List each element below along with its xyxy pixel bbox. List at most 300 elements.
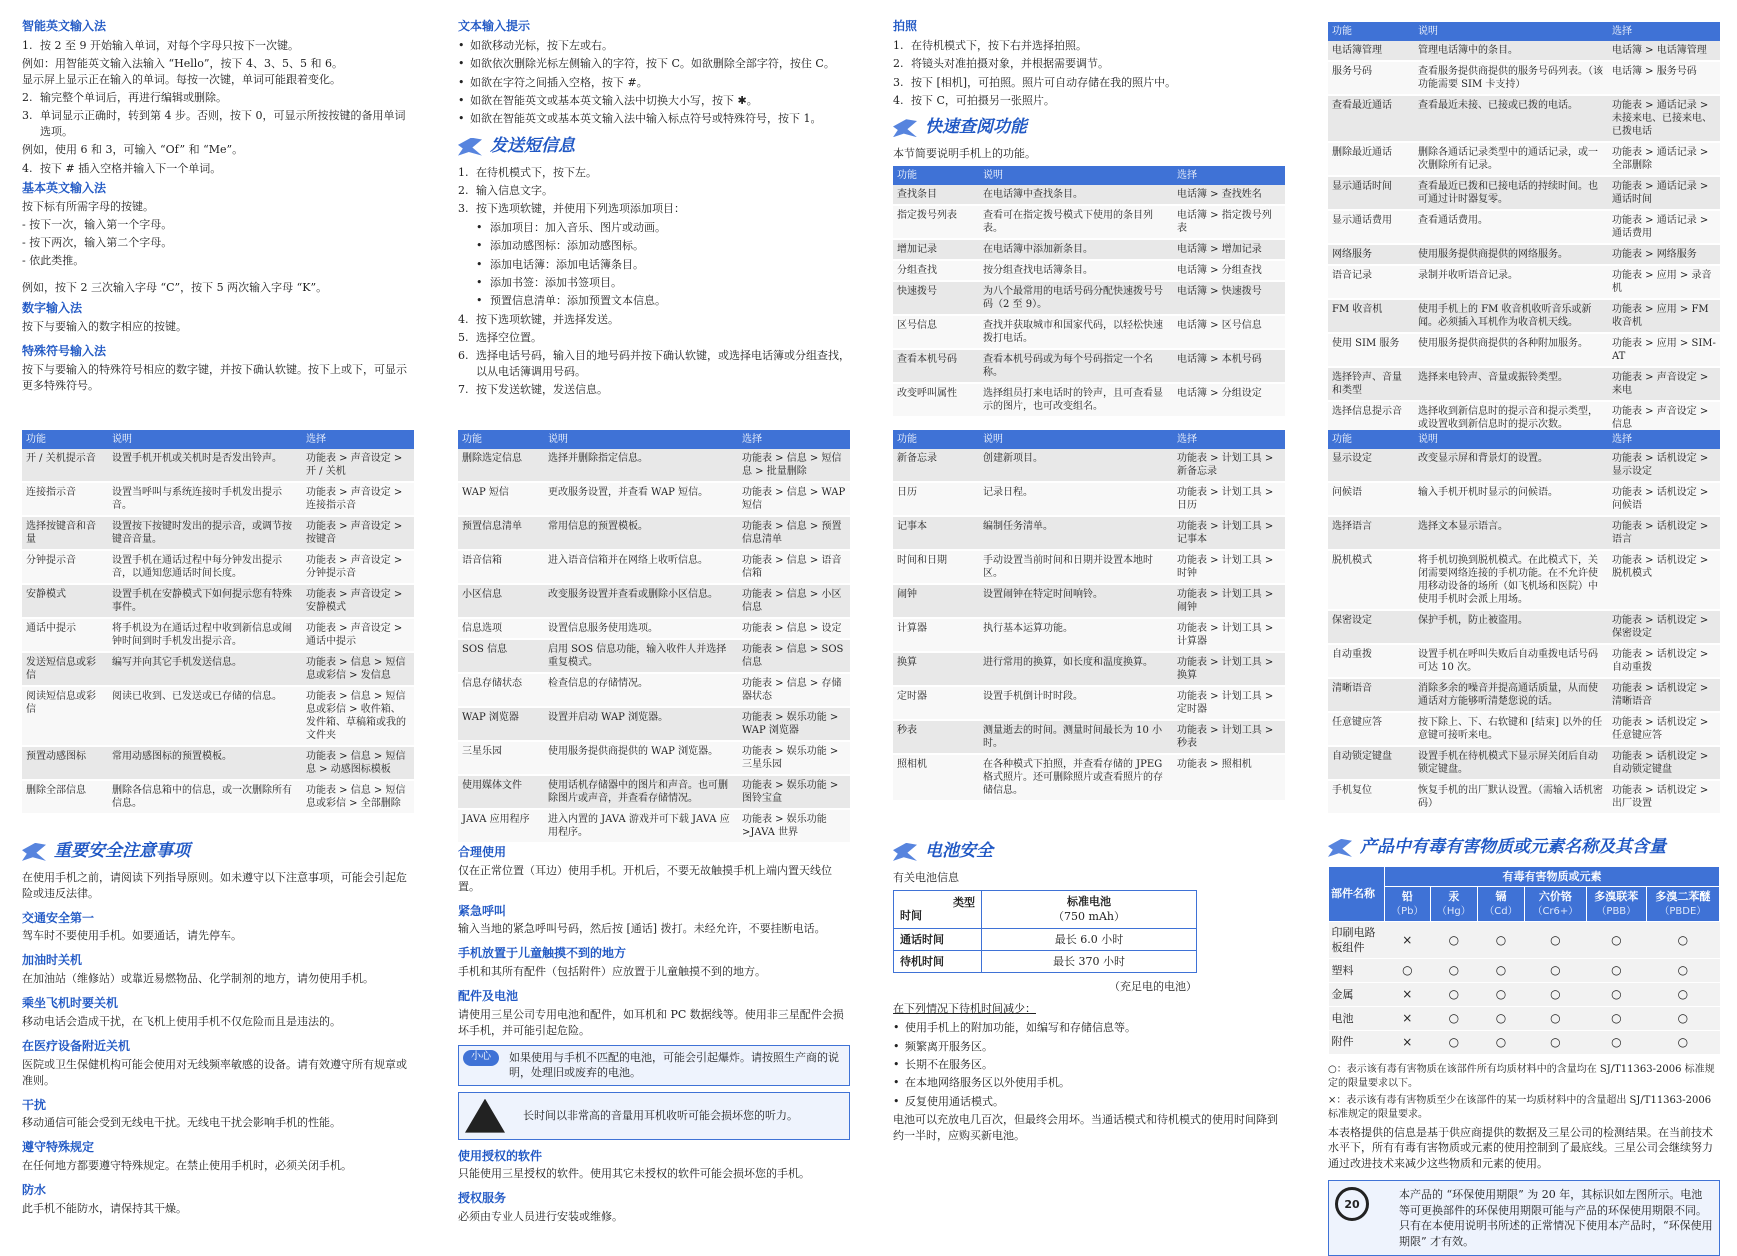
feature-desc: 测量逝去的时间。测量时间最长为 10 小时。 <box>979 720 1173 754</box>
feature-name: 查找条目 <box>893 185 979 205</box>
table-row <box>1329 959 1720 983</box>
substance-header: 汞 （Hg） <box>1430 887 1477 921</box>
number-input-heading: 数字输入法 <box>22 301 83 316</box>
interference-heading: 干扰 <box>22 1097 47 1112</box>
feature-desc: 设置手机开机或关机时是否发出铃声。 <box>108 449 302 482</box>
feature-path: 功能表 > 计划工具 > 计算器 <box>1173 618 1285 652</box>
feature-name: FM 收音机 <box>1328 299 1414 333</box>
number-input-text: 按下与要输入的数字相应的按键。 <box>22 320 187 334</box>
feature-desc: 使用服务提供商提供的 WAP 浏览器。 <box>544 741 738 775</box>
table-row <box>458 550 850 584</box>
children-text: 手机和其所有配件（包括附件）应放置于儿童触摸不到的地方。 <box>458 965 766 979</box>
arrow-logo-icon <box>893 843 917 861</box>
table-row <box>1328 210 1720 244</box>
feature-path: 功能表 > 信息 > 语音信箱 <box>738 550 850 584</box>
feature-name: 计算器 <box>893 618 979 652</box>
table-row <box>22 550 414 584</box>
feature-path: 功能表 > 通话记录 > 通话时间 <box>1608 176 1720 210</box>
feature-path: 功能表 > 话机设定 > 语言 <box>1608 516 1720 550</box>
substance-mark: ○ <box>1524 959 1586 983</box>
feature-name: 换算 <box>893 652 979 686</box>
list-item: 2. 输完整个单词后，再进行编辑或删除。 <box>22 90 227 104</box>
substance-mark: ○ <box>1524 921 1586 959</box>
feature-name: 增加记录 <box>893 239 979 260</box>
table-row <box>1329 1006 1720 1030</box>
feature-desc: 执行基本运算功能。 <box>979 618 1173 652</box>
feature-name: 查看最近通话 <box>1328 95 1414 142</box>
feature-name: 语音信箱 <box>458 550 544 584</box>
table-row <box>22 618 414 652</box>
substance-mark: ○ <box>1385 959 1431 983</box>
reduce-list <box>893 1020 1285 1109</box>
water-heading: 防水 <box>22 1183 47 1198</box>
feature-name: 分组查找 <box>893 260 979 281</box>
table-row <box>458 618 850 639</box>
feature-path: 功能表 > 信息 > 短信息 > 动感图标模板 <box>302 746 414 780</box>
feature-name: 发送短信息或彩信 <box>22 652 108 686</box>
list-item: 4. 按下选项软键，并选择发送。 <box>458 312 619 326</box>
battery-heading: 电池安全 <box>893 840 1285 864</box>
quick-ref-text: 本节简要说明手机上的功能。 <box>893 147 1036 161</box>
caution-note <box>458 1045 850 1086</box>
list-item: • 如欲在智能英文或基本英文输入法中切换大小写，按下 ✱。 <box>458 93 758 107</box>
feature-path: 功能表 > 信息 > 短信息或彩信 > 全部删除 <box>302 780 414 814</box>
feature-name: 时间和日期 <box>893 550 979 584</box>
feature-desc: 设置手机倒计时时段。 <box>979 686 1173 720</box>
list-item: • 添加书签：添加书签项目。 <box>476 275 622 289</box>
caution-text: 如果使用与手机不匹配的电池，可能会引起爆炸。请按照生产商的说明，处理旧或废弃的电池。 <box>509 1050 839 1080</box>
substance-mark: × <box>1385 1006 1431 1030</box>
feature-desc: 检查信息的存储情况。 <box>544 673 738 707</box>
feature-table-1: 功能 说明 选择 查找条目 在电话簿中查找条目。 电话簿 > 查找姓名 指定拨号列表 查看可在指定拨号模式下使用的条目列表。 电话簿 > 指定拨号列表 增加记录 在电话簿中添加新条目。 电话簿 > 增加记录 分组查找 按分组查找电话簿条目。 电话簿 > 分组查找 快速拨号 为八个最常用的电话号码分配快速拨号号码（2 至 9）。 电话簿 > 快速拨号 区号信息 查找并获取城市和国家代码，以轻松快速拨打电话。 电话簿 > 区号信息 查看本机号码 查看本机号码或为每个号码指定一个名称。 电话簿 > 本机号码 改变呼叫属性 选择组员打来电话时的铃声，且可查看显示的图片，也可改变组名。 电话簿 > 分组设定 <box>893 166 1285 418</box>
safety-intro: 在使用手机之前，请阅读下列指导原则。如未遵守以下注意事项，可能会引起危险或违反法律。 <box>22 870 407 900</box>
table-row <box>458 639 850 673</box>
feature-name: 显示通话费用 <box>1328 210 1414 244</box>
table-row <box>1328 746 1720 780</box>
list-item: • 在本地网络服务区以外使用手机。 <box>893 1076 1070 1090</box>
table-row <box>1328 142 1720 176</box>
feature-name: 信息选项 <box>458 618 544 639</box>
feature-name: 安静模式 <box>22 584 108 618</box>
feature-name: 选择铃声、音量和类型 <box>1328 367 1414 401</box>
accessories-heading: 配件及电池 <box>458 989 519 1004</box>
table-row <box>1328 299 1720 333</box>
feature-desc: 使用服务提供商提供的网络服务。 <box>1414 244 1608 265</box>
feature-path: 功能表 > 应用 > 录音机 <box>1608 265 1720 299</box>
feature-desc: 进行常用的换算，如长度和温度换算。 <box>979 652 1173 686</box>
feature-name: 闹钟 <box>893 584 979 618</box>
hazard-section <box>1328 828 1720 1256</box>
list-item: • 如欲在字符之间插入空格，按下 #。 <box>458 75 648 89</box>
arrow-logo-icon <box>458 138 482 156</box>
feature-path: 功能表 > 信息 > 小区信息 <box>738 584 850 618</box>
table-row <box>893 449 1285 482</box>
feature-name: 信息存储状态 <box>458 673 544 707</box>
feature-desc: 设置手机在通话过程中每分钟发出提示音，以通知您通话时间长度。 <box>108 550 302 584</box>
table-row <box>458 741 850 775</box>
list-item: • 添加项目：加入音乐、图片或动画。 <box>476 220 666 234</box>
feature-desc: 按下除上、下、右软键和 [结束] 以外的任意键可接听来电。 <box>1414 712 1608 746</box>
table-row <box>893 754 1285 801</box>
feature-path: 功能表 > 声音设定 > 来电 <box>1608 367 1720 401</box>
feature-path: 功能表 > 通话记录 > 全部删除 <box>1608 142 1720 176</box>
list-item: • 长期不在服务区。 <box>893 1057 993 1071</box>
feature-desc: 进入内置的 JAVA 游戏并可下载 JAVA 应用程序。 <box>544 809 738 843</box>
fuel-text: 在加油站（维修站）或靠近易燃物品、化学制剂的地方，请勿使用手机。 <box>22 972 374 986</box>
list-item: 1. 在待机模式下，按下左。 <box>458 165 597 179</box>
water-text: 此手机不能防水，请保持其干燥。 <box>22 1201 187 1215</box>
feature-name: 显示通话时间 <box>1328 176 1414 210</box>
feature-name: 分钟提示音 <box>22 550 108 584</box>
feature-desc: 将手机设为在通话过程中收到新信息或闹钟时间到时手机发出提示音。 <box>108 618 302 652</box>
feature-desc: 使用手机上的 FM 收音机收听音乐或新闻。必须插入耳机作为收音机天线。 <box>1414 299 1608 333</box>
table-row <box>1328 244 1720 265</box>
feature-name: 删除选定信息 <box>458 449 544 482</box>
substance-mark: ○ <box>1430 1006 1477 1030</box>
table-row <box>1329 921 1720 959</box>
table-row <box>893 550 1285 584</box>
battery-life-text: 电池可以充放电几百次，但最终会用坏。当通话模式和待机模式的使用时间降到约一半时，应购买新电池。 <box>893 1113 1278 1143</box>
feature-desc: 查看服务提供商提供的服务号码列表。（该功能需要 SIM 卡支持） <box>1414 61 1608 95</box>
emergency-text: 输入当地的紧急呼叫号码，然后按 [通话] 拨打。未经允许，不要挂断电话。 <box>458 922 826 936</box>
feature-path: 功能表 > 话机设定 > 显示设定 <box>1608 449 1720 482</box>
substance-mark: ○ <box>1524 1030 1586 1054</box>
table-row <box>1328 367 1720 401</box>
feature-desc: 保护手机，防止被盗用。 <box>1414 610 1608 644</box>
feature-name: WAP 短信 <box>458 482 544 516</box>
feature-path: 电话簿 > 增加记录 <box>1173 239 1285 260</box>
table-row <box>1328 449 1720 482</box>
substance-mark: ○ <box>1524 1006 1586 1030</box>
feature-name: 删除全部信息 <box>22 780 108 814</box>
table-row <box>1328 780 1720 814</box>
hazard-text: 本表格提供的信息是基于供应商提供的数据及三星公司的检测结果。在当前技术水平下，所有有毒有害物质或元素的使用控制到了最底线。三星公司会继续努力通过改进技术来减少这些物质和元素的使用。 <box>1328 1125 1713 1171</box>
feature-path: 功能表 > 信息 > SOS 信息 <box>738 639 850 673</box>
feature-path: 功能表 > 声音设定 > 分钟提示音 <box>302 550 414 584</box>
hazard-note-1: ○：表示该有毒有害物质在该部件所有均质材料中的含量均在 SJ/T11363-2006 标准规定的限量要求以下。 <box>1328 1063 1715 1090</box>
service-text: 必须由专业人员进行安装或维修。 <box>458 1210 623 1224</box>
proper-use-heading: 合理使用 <box>458 845 507 859</box>
safety-heading: 重要安全注意事项 <box>22 840 414 864</box>
hearing-warning-text: 长时间以非常高的音量用耳机收听可能会损坏您的听力。 <box>523 1108 798 1122</box>
feature-path: 功能表 > 声音设定 > 安静模式 <box>302 584 414 618</box>
feature-path: 功能表 > 计划工具 > 定时器 <box>1173 686 1285 720</box>
feature-path: 功能表 > 娱乐功能 >JAVA 世界 <box>738 809 850 843</box>
table-row <box>22 780 414 814</box>
feature-path: 功能表 > 话机设定 > 脱机模式 <box>1608 550 1720 610</box>
table-row <box>1329 983 1720 1007</box>
sms-options-list <box>458 220 850 309</box>
special-rules-text: 在任何地方都要遵守特殊规定。在禁止使用手机时，必须关闭手机。 <box>22 1159 352 1173</box>
substance-mark: ○ <box>1646 983 1719 1007</box>
feature-desc: 选择并删除指定信息。 <box>544 449 738 482</box>
col1-top <box>22 14 414 396</box>
smart-input-heading: 智能英文输入法 <box>22 19 107 33</box>
feature-desc: 启用 SOS 信息功能，输入收件人并选择重复模式。 <box>544 639 738 673</box>
substance-header: 六价铬 （Cr6+） <box>1524 887 1586 921</box>
feature-name: 选择按键音和音量 <box>22 516 108 550</box>
substance-mark: ○ <box>1478 1030 1525 1054</box>
feature-table-2: 功能 说明 选择 电话簿管理 管理电话簿中的条目。 电话簿 > 电话簿管理 服务号码 查看服务提供商提供的服务号码列表。（该功能需要 SIM 卡支持） 电话簿 > 服务号码 查看最近通话 查看最近未接、已接或已拨的电话。 功能表 > 通话记录 > 未接来电、已接来电、已拨电话 删除最近通话 删除各通话记录类型中的通话记录，或一次删除所有记录。 功能表 > 通话记录 > 全部删除 显示通话时间 查看最近已拨和已接电话的持续时间。也可通过计时器复零。 功能表 > 通话记录 > 通话时间 显示通话费用 查看通话费用。 功能表 > 通话记录 > 通话费用 网络服务 使用服务提供商提供的网络服务。 功能表 > 网络服务 语音记录 录制并收听语音记录。 功能表 > 应用 > 录音机 FM 收音机 使用手机上的 FM 收音机收听音乐或新闻。必须插入耳机作为收音机天线。 功能表 > 应用 > FM 收音机 使用 SIM 服务 使用服务提供商提供的各种附加服务。 功能表 > 应用 > SIM-AT 选择铃声、音量和类型 选择来电铃声、音量或振铃类型。 功能表 > 声音设定 > 来电 选择信息提示音 选择收到新信息时的提示音和提示类型，或设置收到新信息时的提示次数。 功能表 > 声音设定 > 信息 <box>1328 22 1720 436</box>
feature-path: 电话簿 > 服务号码 <box>1608 61 1720 95</box>
feature-name: 自动重拨 <box>1328 644 1414 678</box>
part-name: 印刷电路板组件 <box>1329 921 1385 959</box>
feature-desc: 在各种模式下拍照，并查看存储的 JPEG 格式照片。还可删除照片或查看照片的存储信息。 <box>979 754 1173 801</box>
col2-mid <box>458 430 850 844</box>
substance-mark: ○ <box>1478 1006 1525 1030</box>
warning-icon <box>465 1099 505 1133</box>
basic-line: - 按下两次，输入第二个字母。 <box>22 235 173 249</box>
list-item: • 频繁离开服务区。 <box>893 1039 993 1053</box>
substance-mark: ○ <box>1430 1030 1477 1054</box>
feature-name: 秒表 <box>893 720 979 754</box>
list-item: • 添加电话簿：添加电话簿条目。 <box>476 257 644 271</box>
text-tips-heading: 文本输入提示 <box>458 19 531 33</box>
substance-mark: ○ <box>1586 921 1646 959</box>
substance-mark: ○ <box>1646 1006 1719 1030</box>
feature-desc: 选择收到新信息时的提示音和提示类型，或设置收到新信息时的提示次数。 <box>1414 401 1608 435</box>
col4-mid <box>1328 430 1720 815</box>
accessories-text: 请使用三星公司专用电池和配件，如耳机和 PC 数据线等。使用非三星配件会损坏手机，并可能引起危险。 <box>458 1007 844 1037</box>
eco-period-box <box>1328 1180 1720 1256</box>
special-rules-heading: 遵守特殊规定 <box>22 1140 95 1155</box>
symbol-input-text: 按下与要输入的特殊符号相应的数字键，并按下确认软键。按下上或下，可显示更多特殊符号。 <box>22 362 407 392</box>
feature-name: 通话中提示 <box>22 618 108 652</box>
list-item: 5. 选择空位置。 <box>458 331 542 345</box>
list-item: 4. 按下 C，可拍摄另一张照片。 <box>893 93 1055 107</box>
list-item: 4. 按下 # 插入空格并输入下一个单词。 <box>22 161 222 175</box>
substance-mark: ○ <box>1478 959 1525 983</box>
quick-ref-heading: 快速查阅功能 <box>893 116 1285 140</box>
hazard-table: 部件名称 有毒有害物质或元素 铅 （Pb） 汞 （Hg） 镉 （Cd） 六价铬 （Cr6+） 多溴联苯 （PBB） 多溴二苯醚 （PBDE） 印刷电路板组件 × ○ ○ ○ ○ ○ 塑料 ○ ○ ○ ○ ○ ○ 金属 × ○ ○ ○ ○ ○ 电池 × ○ ○ ○ ○ ○ 附件 × ○ ○ ○ ○ ○ <box>1328 866 1720 1055</box>
smart-example: 例如：用智能英文输入法输入 “Hello”，按下 4、3、5、5 和 6。 <box>22 57 343 71</box>
feature-desc: 手动设置当前时间和日期并设置本地时区。 <box>979 550 1173 584</box>
list-item: 2. 输入信息文字。 <box>458 183 553 197</box>
feature-path: 功能表 > 计划工具 > 时钟 <box>1173 550 1285 584</box>
feature-desc: 使用服务提供商提供的各种附加服务。 <box>1414 333 1608 367</box>
list-item: 6. 选择电话号码，输入目的地号码并按下确认软键，或选择电话簿或分组查找，以从电话簿调用号码。 <box>458 349 850 378</box>
basic-input-heading: 基本英文输入法 <box>22 180 107 195</box>
table-row <box>893 281 1285 315</box>
feature-name: 自动锁定键盘 <box>1328 746 1414 780</box>
smart-example-2: 例如，使用 6 和 3，可输入 “Of” 和 “Me”。 <box>22 143 244 157</box>
medical-heading: 在医疗设备附近关机 <box>22 1038 131 1053</box>
feature-path: 功能表 > 应用 > SIM-AT <box>1608 333 1720 367</box>
substance-mark: ○ <box>1430 983 1477 1007</box>
feature-desc: 设置手机在安静模式下如何提示您有特殊事件。 <box>108 584 302 618</box>
feature-path: 功能表 > 通话记录 > 未接来电、已接来电、已拨电话 <box>1608 95 1720 142</box>
feature-name: 照相机 <box>893 754 979 801</box>
medical-text: 医院或卫生保健机构可能会使用对无线频率敏感的设备。请有效遵守所有规章或准则。 <box>22 1057 407 1087</box>
table-row <box>458 584 850 618</box>
feature-path: 功能表 > 话机设定 > 保密设定 <box>1608 610 1720 644</box>
col1-mid <box>22 430 414 815</box>
list-item: • 如欲依次删除光标左侧输入的字符，按下 C。如欲删除全部字符，按住 C。 <box>458 57 835 71</box>
feature-desc: 进入语音信箱并在网络上收听信息。 <box>544 550 738 584</box>
feature-name: 小区信息 <box>458 584 544 618</box>
emergency-heading: 紧急呼叫 <box>458 903 507 918</box>
list-item: 2. 将镜头对准拍摄对象，并根据需要调节。 <box>893 57 1109 71</box>
substance-mark: ○ <box>1646 959 1719 983</box>
feature-path: 电话簿 > 指定拨号列表 <box>1173 205 1285 239</box>
table-row <box>458 482 850 516</box>
fuel-heading: 加油时关机 <box>22 953 83 968</box>
feature-name: 选择信息提示音 <box>1328 401 1414 435</box>
table-row <box>22 449 414 482</box>
col3-mid <box>893 430 1285 802</box>
feature-desc: 设置当呼叫与系统连接时手机发出提示音。 <box>108 482 302 516</box>
feature-path: 功能表 > 信息 > WAP 短信 <box>738 482 850 516</box>
software-text: 只能使用三星授权的软件。使用其它未授权的软件可能会损坏您的手机。 <box>458 1167 810 1181</box>
photo-steps <box>893 38 1285 109</box>
feature-desc: 设置信息服务使用选项。 <box>544 618 738 639</box>
feature-name: 手机复位 <box>1328 780 1414 814</box>
feature-path: 电话簿 > 分组设定 <box>1173 383 1285 417</box>
feature-desc: 编制任务清单。 <box>979 516 1173 550</box>
feature-name: 指定拨号列表 <box>893 205 979 239</box>
list-item: 1. 按 2 至 9 开始输入单词，对每个字母只按下一次键。 <box>22 38 299 52</box>
table-row <box>458 516 850 550</box>
table-row <box>458 673 850 707</box>
feature-path: 功能表 > 信息 > 短信息或彩信 > 收件箱、发件箱、草稿箱或我的文件夹 <box>302 686 414 746</box>
feature-path: 功能表 > 娱乐功能 > 三星乐园 <box>738 741 850 775</box>
part-name: 电池 <box>1329 1006 1385 1030</box>
feature-path: 功能表 > 信息 > 预置信息清单 <box>738 516 850 550</box>
feature-desc: 常用动感图标的预置模板。 <box>108 746 302 780</box>
feature-path: 功能表 > 娱乐功能 > WAP 浏览器 <box>738 707 850 741</box>
substance-mark: ○ <box>1586 959 1646 983</box>
reduce-heading: 在下列情况下待机时间减少： <box>893 1002 1036 1016</box>
traffic-text: 驾车时不要使用手机。如要通话，请先停车。 <box>22 929 242 943</box>
feature-name: 连接指示音 <box>22 482 108 516</box>
feature-desc: 查看通话费用。 <box>1414 210 1608 244</box>
feature-desc: 设置手机在呼叫失败后自动重拨电话号码可达 10 次。 <box>1414 644 1608 678</box>
battery-section <box>893 832 1285 1146</box>
table-row <box>1328 712 1720 746</box>
feature-name: 脱机模式 <box>1328 550 1414 610</box>
feature-name: 选择语言 <box>1328 516 1414 550</box>
feature-path: 功能表 > 计划工具 > 记事本 <box>1173 516 1285 550</box>
feature-name: 语音记录 <box>1328 265 1414 299</box>
list-item: • 如欲在智能英文或基本英文输入法中输入标点符号或特殊符号，按下 1。 <box>458 112 822 126</box>
table-row <box>458 809 850 843</box>
feature-desc: 查看最近未接、已接或已拨的电话。 <box>1414 95 1608 142</box>
feature-path: 功能表 > 话机设定 > 清晰语音 <box>1608 678 1720 712</box>
aircraft-text: 移动电话会造成干扰，在飞机上使用手机不仅危险而且是违法的。 <box>22 1014 341 1028</box>
list-item: 3. 单词显示正确时，转到第 4 步。否则，按下 0，可显示所按按键的备用单词选项。 <box>22 109 406 138</box>
feature-path: 功能表 > 话机设定 > 任意键应答 <box>1608 712 1720 746</box>
list-item: 3. 按下 [相机]，可拍照。照片可自动存储在我的照片中。 <box>893 75 1177 89</box>
substance-mark: × <box>1385 983 1431 1007</box>
feature-desc: 选择文本显示语言。 <box>1414 516 1608 550</box>
arrow-logo-icon <box>1328 839 1352 857</box>
list-item: • 如欲移动光标，按下左或右。 <box>458 38 613 52</box>
feature-name: 网络服务 <box>1328 244 1414 265</box>
substance-header: 镉 （Cd） <box>1478 887 1525 921</box>
feature-path: 电话簿 > 电话簿管理 <box>1608 41 1720 61</box>
col2-top <box>458 14 850 401</box>
proper-use-text: 仅在正常位置（耳边）使用手机。开机后，不要无故触摸手机上端内置天线位置。 <box>458 863 832 893</box>
feature-desc: 选择组员打来电话时的铃声，且可查看显示的图片，也可改变组名。 <box>979 383 1173 417</box>
safety-section <box>22 832 414 1219</box>
feature-path: 功能表 > 通话记录 > 通话费用 <box>1608 210 1720 244</box>
table-row <box>22 686 414 746</box>
caution-tag: 小心 <box>463 1050 499 1066</box>
basic-input-text: 按下标有所需字母的按键。 <box>22 199 154 213</box>
feature-desc: 在电话簿中查找条目。 <box>979 185 1173 205</box>
send-sms-steps <box>458 165 850 217</box>
basic-example: 例如，按下 2 三次输入字母 “C”，按下 5 两次输入字母 “K”。 <box>22 281 328 295</box>
table-row <box>893 652 1285 686</box>
symbol-input-heading: 特殊符号输入法 <box>22 344 107 359</box>
substance-header: 多溴二苯醚 （PBDE） <box>1646 887 1719 921</box>
feature-name: 阅读短信息或彩信 <box>22 686 108 746</box>
table-row <box>22 584 414 618</box>
photo-heading: 拍照 <box>893 19 918 33</box>
service-heading: 授权服务 <box>458 1191 507 1206</box>
substance-mark: ○ <box>1646 1030 1719 1054</box>
feature-path: 功能表 > 娱乐功能 > 图铃宝盒 <box>738 775 850 809</box>
substance-header: 多溴联苯 （PBB） <box>1586 887 1646 921</box>
table-row <box>893 383 1285 417</box>
feature-path: 功能表 > 照相机 <box>1173 754 1285 801</box>
feature-path: 功能表 > 话机设定 > 自动重拨 <box>1608 644 1720 678</box>
feature-name: 保密设定 <box>1328 610 1414 644</box>
substance-mark: ○ <box>1478 983 1525 1007</box>
feature-desc: 查看最近已拨和已接电话的持续时间。也可通过计时器复零。 <box>1414 176 1608 210</box>
table-row <box>1328 333 1720 367</box>
feature-desc: 按分组查找电话簿条目。 <box>979 260 1173 281</box>
feature-desc: 常用信息的预置模板。 <box>544 516 738 550</box>
feature-name: 问候语 <box>1328 482 1414 516</box>
children-heading: 手机放置于儿童触摸不到的地方 <box>458 946 627 961</box>
table-row <box>22 516 414 550</box>
feature-path: 功能表 > 计划工具 > 换算 <box>1173 652 1285 686</box>
feature-desc: 查看本机号码或为每个号码指定一个名称。 <box>979 349 1173 383</box>
feature-desc: 设置闹钟在特定时间响铃。 <box>979 584 1173 618</box>
feature-desc: 在电话簿中添加新条目。 <box>979 239 1173 260</box>
arrow-logo-icon <box>22 843 46 861</box>
basic-line: - 按下一次，输入第一个字母。 <box>22 217 173 231</box>
feature-desc: 为八个最常用的电话号码分配快速拨号号码（2 至 9）。 <box>979 281 1173 315</box>
eco-period-icon: 20 <box>1335 1187 1369 1221</box>
feature-name: 显示设定 <box>1328 449 1414 482</box>
hearing-warning <box>458 1092 850 1140</box>
feature-name: 记事本 <box>893 516 979 550</box>
list-item: • 添加动感图标：添加动感图标。 <box>476 239 644 253</box>
feature-path: 功能表 > 信息 > 短信息 > 批量删除 <box>738 449 850 482</box>
table-row <box>893 260 1285 281</box>
feature-table-5: 功能 说明 选择 新备忘录 创建新项目。 功能表 > 计划工具 > 新备忘录 日历 记录日程。 功能表 > 计划工具 > 日历 记事本 编制任务清单。 功能表 > 计划工具 > 记事本 时间和日期 手动设置当前时间和日期并设置本地时区。 功能表 > 计划工具 > 时钟 闹钟 设置闹钟在特定时间响铃。 功能表 > 计划工具 > 闹钟 计算器 执行基本运算功能。 功能表 > 计划工具 > 计算器 换算 进行常用的换算，如长度和温度换算。 功能表 > 计划工具 > 换算 定时器 设置手机倒计时时段。 功能表 > 计划工具 > 定时器 秒表 测量逝去的时间。测量时间最长为 10 小时。 功能表 > 计划工具 > 秒表 照相机 在各种模式下拍照，并查看存储的 JPEG 格式照片。还可删除照片或查看照片的存储信息。 功能表 > 照相机 <box>893 430 1285 802</box>
feature-desc: 删除各通话记录类型中的通话记录，或一次删除所有记录。 <box>1414 142 1608 176</box>
text-tips-list <box>458 38 850 127</box>
feature-table-3: 功能 说明 选择 开 / 关机提示音 设置手机开机或关机时是否发出铃声。 功能表 > 声音设定 > 开 / 关机 连接指示音 设置当呼叫与系统连接时手机发出提示音。 功能表 > 声音设定 > 连接指示音 选择按键音和音量 设置按下按键时发出的提示音，或调节按键音音量。 功能表 > 声音设定 > 按键音 分钟提示音 设置手机在通话过程中每分钟发出提示音，以通知您通话时间长度。 功能表 > 声音设定 > 分钟提示音 安静模式 设置手机在安静模式下如何提示您有特殊事件。 功能表 > 声音设定 > 安静模式 通话中提示 将手机设为在通话过程中收到新信息或闹钟时间到时手机发出提示音。 功能表 > 声音设定 > 通话中提示 发送短信息或彩信 编写并向其它手机发送信息。 功能表 > 信息 > 短信息或彩信 > 发信息 阅读短信息或彩信 阅读已收到、已发送或已存储的信息。 功能表 > 信息 > 短信息或彩信 > 收件箱、发件箱、草稿箱或我的文件夹 预置动感图标 常用动感图标的预置模板。 功能表 > 信息 > 短信息 > 动感图标模板 删除全部信息 删除各信息箱中的信息，或一次删除所有信息。 功能表 > 信息 > 短信息或彩信 > 全部删除 <box>22 430 414 815</box>
substance-mark: × <box>1385 1030 1431 1054</box>
feature-name: 定时器 <box>893 686 979 720</box>
feature-path: 功能表 > 话机设定 > 出厂设置 <box>1608 780 1720 814</box>
feature-desc: 改变显示屏和背景灯的设置。 <box>1414 449 1608 482</box>
feature-name: 使用媒体文件 <box>458 775 544 809</box>
table-row <box>1328 41 1720 61</box>
feature-name: 删除最近通话 <box>1328 142 1414 176</box>
feature-name: 电话簿管理 <box>1328 41 1414 61</box>
table-row <box>893 315 1285 349</box>
feature-path: 功能表 > 声音设定 > 通话中提示 <box>302 618 414 652</box>
table-row <box>893 482 1285 516</box>
interference-text: 移动通信可能会受到无线电干扰。无线电干扰会影响手机的性能。 <box>22 1116 341 1130</box>
feature-desc: 恢复手机的出厂默认设置。（需输入话机密码） <box>1414 780 1608 814</box>
table-row <box>1328 61 1720 95</box>
